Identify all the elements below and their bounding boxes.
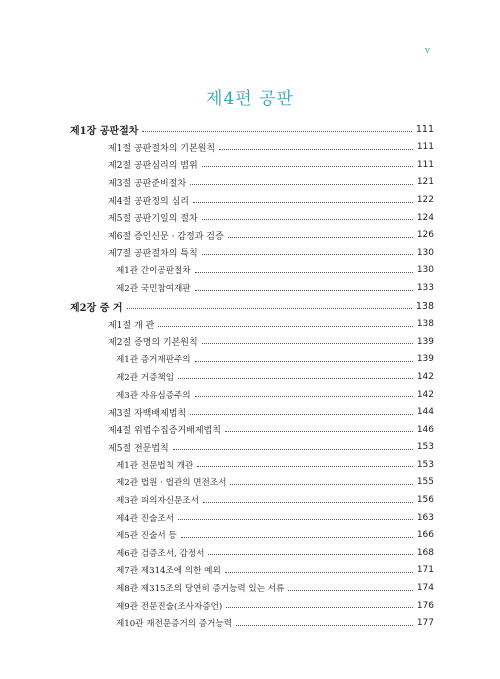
dot-leader [195,272,413,273]
toc-entry-label: 제3절 공판준비절차 [108,178,187,189]
toc-subsection-entry [70,386,434,404]
toc-section-entry [70,156,434,174]
toc-section-entry [70,139,434,157]
dot-leader [203,502,413,503]
toc-entry-label: 제7절 공판절차의 특칙 [108,249,198,260]
dot-leader [202,219,413,220]
toc-entry-label: 제2장 증 거 [70,302,123,314]
toc-entry-page: 142 [416,389,434,400]
toc-entry-label: 제1관 증거재판주의 [116,355,191,366]
dot-leader [173,449,413,450]
dot-leader [202,166,413,167]
dot-leader [142,131,411,132]
toc-subsection-entry [70,474,434,492]
dot-leader [208,554,412,555]
toc-section-entry [70,209,434,227]
toc-entry-page: 139 [416,354,434,365]
toc-entry-page: 111 [416,142,434,153]
toc-entry-page: 111 [416,159,434,170]
dot-leader [228,237,413,238]
toc-entry-page: 174 [416,583,434,594]
toc-entry-label: 제5절 전문법칙 [108,443,169,454]
toc-entry-label: 제4절 위법수집증거배제법칙 [108,426,221,437]
toc-entry-page: 146 [416,424,434,435]
dot-leader [181,537,413,538]
toc-entry-page: 139 [416,336,434,347]
toc-entry-label: 제5절 공판기일의 절차 [108,214,198,225]
dot-leader [202,254,413,255]
toc-entry-label: 제1관 간이공판절차 [116,266,191,277]
toc-entry-page: 130 [416,247,434,258]
toc-entry-label: 제2절 증명의 기본원칙 [108,338,198,349]
toc-subsection-entry [70,351,434,369]
toc-entry-label: 제10관 재전문증거의 증거능력 [116,619,233,630]
toc-entry-label: 제4절 공판정의 심리 [108,196,190,207]
toc-subsection-entry [70,491,434,509]
toc-section-entry [70,191,434,209]
toc-entry-label: 제3절 자백배제법칙 [108,408,187,419]
toc-entry-page: 177 [416,618,434,629]
toc-entry-label: 제4관 진술조서 [116,513,175,524]
dot-leader [158,326,413,327]
toc-entry-label: 제6관 검증조서, 감정서 [116,548,205,559]
toc-entry-label: 제3관 자유심증주의 [116,390,191,401]
toc-entry-page: 122 [416,195,434,206]
toc-subsection-entry [70,279,434,297]
toc-section-entry [70,439,434,457]
toc-section-entry [70,244,434,262]
toc-entry-page: 166 [416,530,434,541]
toc-entry-page: 155 [416,477,434,488]
toc-subsection-entry [70,614,434,632]
toc-entry-label: 제9관 전문진술(조사자증언) [116,601,223,612]
toc-entry-page: 144 [416,407,434,418]
toc-chapter-entry [70,297,434,316]
toc-entry-label: 제1관 전문법칙 개관 [116,460,194,471]
toc-entry-label: 제1절 공판절차의 기본원칙 [108,143,216,154]
toc-entry-page: 168 [416,547,434,558]
toc-subsection-entry [70,579,434,597]
toc-entry-label: 제3관 피의자신문조서 [116,496,199,507]
dot-leader [226,607,413,608]
page-number: v [424,46,430,56]
dot-leader [195,396,413,397]
toc-subsection-entry [70,597,434,615]
toc-subsection-entry [70,562,434,580]
toc-entry-page: 153 [416,442,434,453]
dot-leader [190,184,413,185]
toc-entry-label: 제2절 공판심리의 범위 [108,161,198,172]
dot-leader [190,414,413,415]
toc-section-entry [70,333,434,351]
dot-leader [178,519,413,520]
toc-entry-page: 171 [416,565,434,576]
dot-leader [230,484,412,485]
dot-leader [225,431,413,432]
toc-entry-label: 제5관 진술서 등 [116,531,177,542]
dot-leader [195,361,413,362]
toc-chapter-entry [70,120,434,139]
toc-entry-label: 제7관 제314조에 의한 예외 [116,566,221,577]
toc-entry-label: 제6절 증인신문 · 감정과 검증 [108,231,224,242]
toc-entry-page: 133 [416,283,434,294]
toc-section-entry [70,403,434,421]
toc-entry-label: 제8관 제315조의 당연히 증거능력 있는 서류 [116,584,285,595]
dot-leader [288,590,412,591]
toc-entry-page: 163 [416,512,434,523]
dot-leader [127,308,412,309]
dot-leader [225,572,413,573]
toc-section-entry [70,226,434,244]
toc-entry-page: 111 [415,123,434,135]
toc-subsection-entry [70,544,434,562]
toc-section-entry [70,315,434,333]
toc-subsection-entry [70,456,434,474]
dot-leader [193,202,413,203]
dot-leader [178,378,413,379]
table-of-contents [70,120,434,632]
toc-entry-page: 142 [416,371,434,382]
dot-leader [236,625,413,626]
toc-entry-page: 121 [416,177,434,188]
toc-entry-page: 138 [416,319,434,330]
toc-section-entry [70,421,434,439]
toc-subsection-entry [70,368,434,386]
toc-entry-page: 124 [416,212,434,223]
toc-entry-label: 제1장 공판절차 [70,125,139,137]
toc-entry-page: 156 [416,495,434,506]
part-title: 제4편 공판 [206,89,294,109]
toc-entry-label: 제2관 국민참여재판 [116,284,191,295]
dot-leader [219,149,413,150]
dot-leader [195,290,413,291]
toc-section-entry [70,174,434,192]
toc-entry-page: 138 [415,300,434,312]
toc-entry-page: 176 [416,600,434,611]
toc-entry-label: 제1절 개 관 [108,320,155,331]
dot-leader [197,466,412,467]
toc-entry-page: 153 [416,459,434,470]
toc-entry-label: 제2관 법원 · 법관의 면전조서 [116,478,227,489]
dot-leader [202,343,413,344]
toc-subsection-entry [70,262,434,280]
toc-entry-page: 126 [416,230,434,241]
toc-entry-page: 130 [416,265,434,276]
toc-entry-label: 제2관 거증책임 [116,372,175,383]
toc-subsection-entry [70,526,434,544]
toc-subsection-entry [70,509,434,527]
